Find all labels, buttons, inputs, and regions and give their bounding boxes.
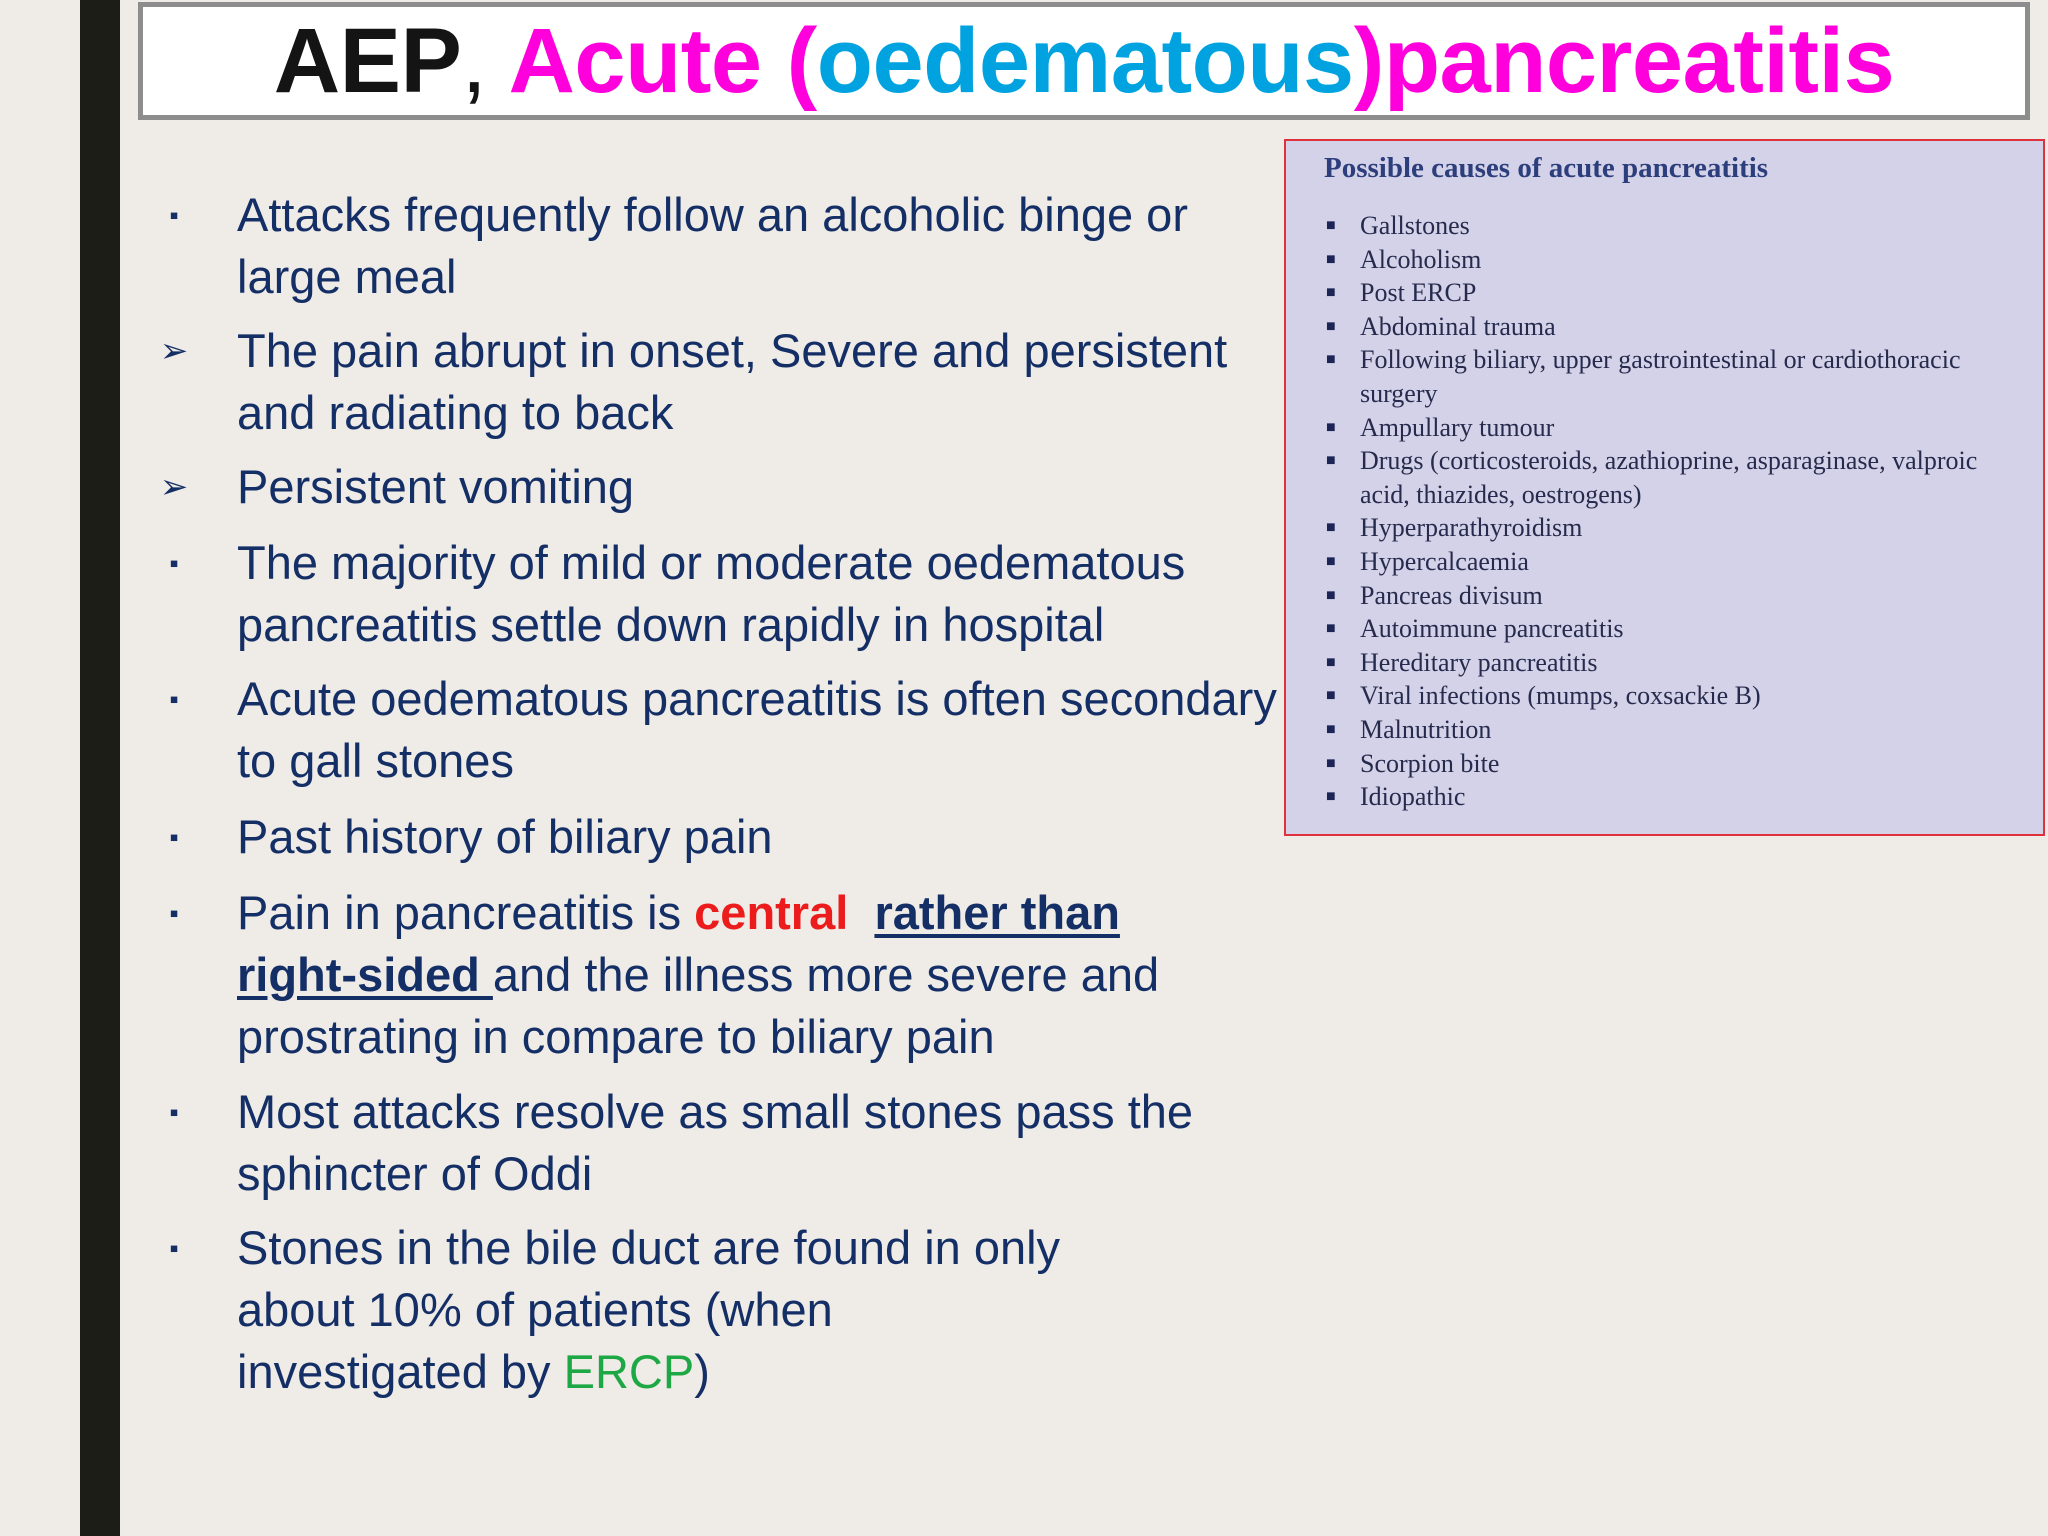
- bullet-item: [169, 1217, 1067, 1403]
- square-bullet-icon: ■: [1326, 351, 1336, 369]
- cause-text: Hereditary pancreatitis: [1360, 647, 1598, 677]
- cause-text: Malnutrition: [1360, 715, 1492, 744]
- arrow-bullet-icon: ➢: [159, 468, 189, 506]
- cause-text: Alcoholism: [1360, 244, 1482, 274]
- square-bullet-icon: ■: [1326, 284, 1336, 302]
- bullet-text-part: Pain in pancreatitis is: [237, 886, 695, 939]
- square-bullet-icon: ▪: [169, 200, 179, 230]
- square-bullet-icon: ■: [1326, 250, 1336, 268]
- square-bullet-icon: ■: [1326, 217, 1336, 234]
- cause-item: [1326, 411, 2030, 445]
- bullet-item: [169, 668, 1287, 792]
- cause-item: [1326, 343, 2030, 410]
- emphasis-rather-than: rather than: [874, 886, 1120, 939]
- emphasis-ercp: ERCP: [563, 1345, 695, 1398]
- bullet-text-part: Stones in the bile duct are found in only about 10% of patients (when investigated by: [237, 1221, 1061, 1398]
- emphasis-right-sided: right-sided: [237, 948, 493, 1001]
- cause-text: Viral infections (mumps, coxsackie B): [1360, 681, 1761, 711]
- square-bullet-icon: ▪: [169, 684, 179, 714]
- title-prefix: AEP: [273, 10, 462, 112]
- cause-item: [1326, 747, 2030, 781]
- bullet-text: Acute oedematous pancreatitis is often secondary to gall stones: [237, 672, 1277, 787]
- cause-item: [1326, 209, 2030, 243]
- bullet-item: [169, 806, 1287, 868]
- square-bullet-icon: ■: [1326, 519, 1336, 537]
- square-bullet-icon: ▪: [169, 548, 179, 578]
- square-bullet-icon: ■: [1326, 687, 1336, 705]
- cause-item: [1326, 612, 2030, 646]
- square-bullet-icon: ■: [1326, 586, 1336, 604]
- cause-item: [1326, 444, 2030, 511]
- bullet-item: [169, 1081, 1287, 1205]
- cause-item: [1326, 780, 2030, 814]
- square-bullet-icon: ■: [1326, 452, 1336, 470]
- arrow-bullet-icon: ➢: [159, 332, 189, 370]
- bullet-text: Attacks frequently follow an alcoholic binge or large meal: [237, 188, 1188, 303]
- bullet-text: Persistent vomiting: [237, 460, 635, 513]
- cause-item: [1326, 545, 2030, 579]
- title-open-paren: (: [786, 10, 817, 112]
- square-bullet-icon: ■: [1326, 620, 1336, 638]
- causes-panel: [1284, 139, 2045, 836]
- cause-text: Scorpion bite: [1360, 748, 1500, 778]
- square-bullet-icon: ▪: [169, 1097, 179, 1127]
- title-acute: Acute: [508, 10, 762, 112]
- title-suffix: pancreatitis: [1383, 10, 1895, 112]
- square-bullet-icon: ■: [1326, 721, 1336, 738]
- title-comma: ,: [461, 10, 487, 112]
- bullet-text: Most attacks resolve as small stones pass the sphincter of Oddi: [237, 1085, 1194, 1200]
- cause-item: [1326, 679, 2030, 713]
- square-bullet-icon: ▪: [169, 1233, 179, 1263]
- cause-text: Idiopathic: [1360, 782, 1466, 812]
- bullet-item: [169, 882, 1237, 1068]
- cause-text: Hypercalcaemia: [1360, 547, 1529, 576]
- bullet-text-part: ): [694, 1345, 710, 1398]
- title-highlight: oedematous: [816, 10, 1354, 112]
- cause-text: Gallstones: [1360, 211, 1470, 240]
- square-bullet-icon: ▪: [169, 822, 179, 852]
- bullet-item: [169, 532, 1287, 656]
- square-bullet-icon: ■: [1326, 653, 1336, 671]
- cause-text: Drugs (corticosteroids, azathioprine, asparaginase, valproic acid, thiazides, oestrogens): [1360, 446, 1978, 509]
- cause-item: [1326, 713, 2030, 747]
- emphasis-central: central: [694, 886, 849, 939]
- title-close-paren: ): [1353, 10, 1384, 112]
- cause-text: Following biliary, upper gastrointestinal or cardiothoracic surgery: [1360, 345, 1961, 408]
- cause-item: [1326, 276, 2030, 310]
- cause-text: Abdominal trauma: [1360, 311, 1556, 341]
- bullet-text-part: and the illness more severe and prostrating in compare to biliary pain: [237, 948, 1160, 1063]
- square-bullet-icon: ■: [1326, 418, 1336, 436]
- bullet-item: [169, 184, 1287, 308]
- cause-text: Ampullary tumour: [1360, 412, 1555, 442]
- cause-item: [1326, 310, 2030, 344]
- square-bullet-icon: ▪: [169, 898, 179, 928]
- cause-text: Pancreas divisum: [1360, 580, 1543, 610]
- causes-title: Possible causes of acute pancreatitis: [1324, 152, 1769, 184]
- cause-text: Autoimmune pancreatitis: [1360, 614, 1624, 644]
- bullet-text: The pain abrupt in onset, Severe and persistent and radiating to back: [237, 324, 1228, 439]
- bullet-text: Past history of biliary pain: [237, 810, 773, 863]
- cause-item: [1326, 646, 2030, 680]
- square-bullet-icon: ■: [1326, 553, 1336, 570]
- bullet-item: [159, 320, 1287, 444]
- square-bullet-icon: ■: [1326, 788, 1336, 806]
- cause-item: [1326, 511, 2030, 545]
- bullet-item: [159, 456, 1287, 518]
- cause-item: [1326, 579, 2030, 613]
- bullet-text: The majority of mild or moderate oedematous pancreatitis settle down rapidly in hospital: [237, 536, 1186, 651]
- square-bullet-icon: ■: [1326, 754, 1336, 772]
- cause-text: Hyperparathyroidism: [1360, 513, 1583, 543]
- square-bullet-icon: ■: [1326, 317, 1336, 335]
- cause-item: [1326, 243, 2030, 277]
- cause-text: Post ERCP: [1360, 278, 1477, 308]
